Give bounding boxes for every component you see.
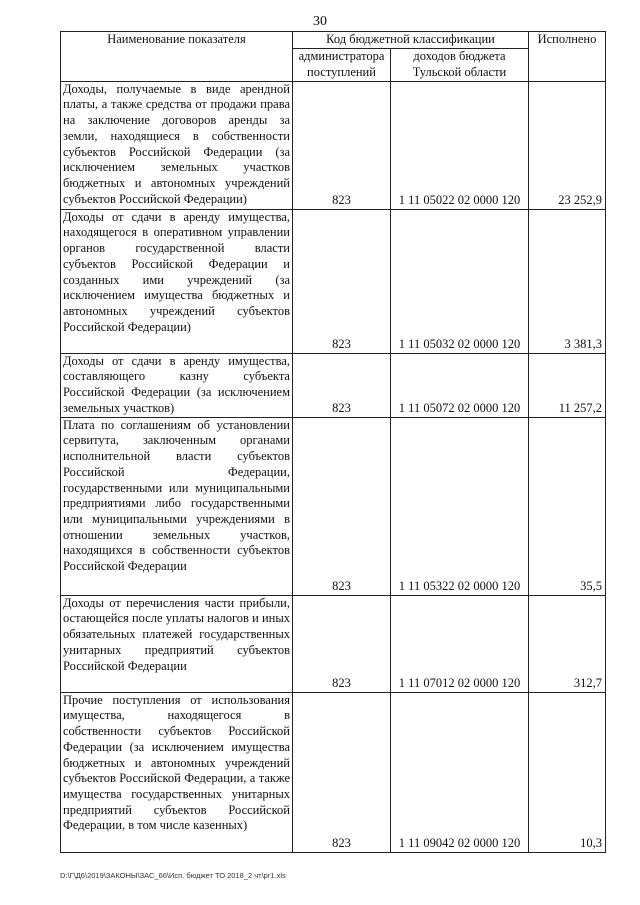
column-header-name: Наименование показателя	[61, 32, 293, 82]
row-admin-code: 823	[293, 209, 391, 353]
table-row	[61, 81, 606, 209]
table-row	[61, 595, 606, 692]
row-amount: 10,3	[529, 692, 606, 852]
row-revenue-code: 1 11 05022 02 0000 120	[391, 81, 529, 209]
table-row	[61, 417, 606, 595]
row-amount: 35,5	[529, 417, 606, 595]
row-name: Доходы от перечисления части прибыли, остающейся после уплаты налогов и иных обязательных платежей государственных унитарных предприятий субъектов Российской Федерации	[61, 595, 293, 692]
row-amount: 11 257,2	[529, 353, 606, 417]
row-amount: 3 381,3	[529, 209, 606, 353]
row-admin-code: 823	[293, 595, 391, 692]
page-number: 30	[313, 14, 327, 29]
row-admin-code: 823	[293, 81, 391, 209]
row-revenue-code: 1 11 05322 02 0000 120	[391, 417, 529, 595]
row-name: Доходы, получаемые в виде арендной платы, а также средства от продажи права на заключение договоров аренды за земли, находящиеся в собственности субъектов Российской Федерации (за исключением земельных участков бюджетных и автономных учреждений субъектов Российской Федерации)	[61, 81, 293, 209]
budget-table	[60, 31, 606, 853]
row-revenue-code: 1 11 05072 02 0000 120	[391, 353, 529, 417]
row-name: Доходы от сдачи в аренду имущества, находящегося в оперативном управлении органов государственной власти субъектов Российской Федерации и созданных ими учреждений (за исключением имущества бюджетных и автономных учреждений субъектов Российской Федерации)	[61, 209, 293, 353]
row-revenue-code: 1 11 05032 02 0000 120	[391, 209, 529, 353]
column-header-revenue: доходов бюджета Тульской области	[391, 48, 529, 81]
row-revenue-code: 1 11 09042 02 0000 120	[391, 692, 529, 852]
row-amount: 23 252,9	[529, 81, 606, 209]
table-row	[61, 692, 606, 852]
column-header-code-group: Код бюджетной классификации	[293, 32, 529, 49]
row-name: Прочие поступления от использования имущества, находящегося в собственности субъектов Российской Федерации (за исключением имущества бюджетных и автономных учреждений субъектов Российской Федерации, а также имущества государственных унитарных предприятий субъектов Российской Федерации, в том числе казенных)	[61, 692, 293, 852]
row-amount: 312,7	[529, 595, 606, 692]
row-revenue-code: 1 11 07012 02 0000 120	[391, 595, 529, 692]
file-path-footer: D:\Г\Д6\2019\ЗАКОНЫ\ЗАС_66\Исп. бюджет ТО 2018_2 чт\pr1.xls	[60, 871, 286, 880]
table-row	[61, 353, 606, 417]
column-header-admin: администратора поступлений	[293, 48, 391, 81]
row-name: Доходы от сдачи в аренду имущества, составляющего казну субъекта Российской Федерации (за исключением земельных участков)	[61, 353, 293, 417]
table-row	[61, 209, 606, 353]
row-admin-code: 823	[293, 417, 391, 595]
row-name: Плата по соглашениям об установлении сервитута, заключенным органами исполнительной власти субъектов Российской Федерации, государственными или муниципальными предприятиями либо государственными или муниципальными учреждениями в отношении земельных участков, находящихся в собственности субъектов Российской Федерации	[61, 417, 293, 595]
row-admin-code: 823	[293, 353, 391, 417]
row-admin-code: 823	[293, 692, 391, 852]
column-header-executed: Исполнено	[529, 32, 606, 82]
